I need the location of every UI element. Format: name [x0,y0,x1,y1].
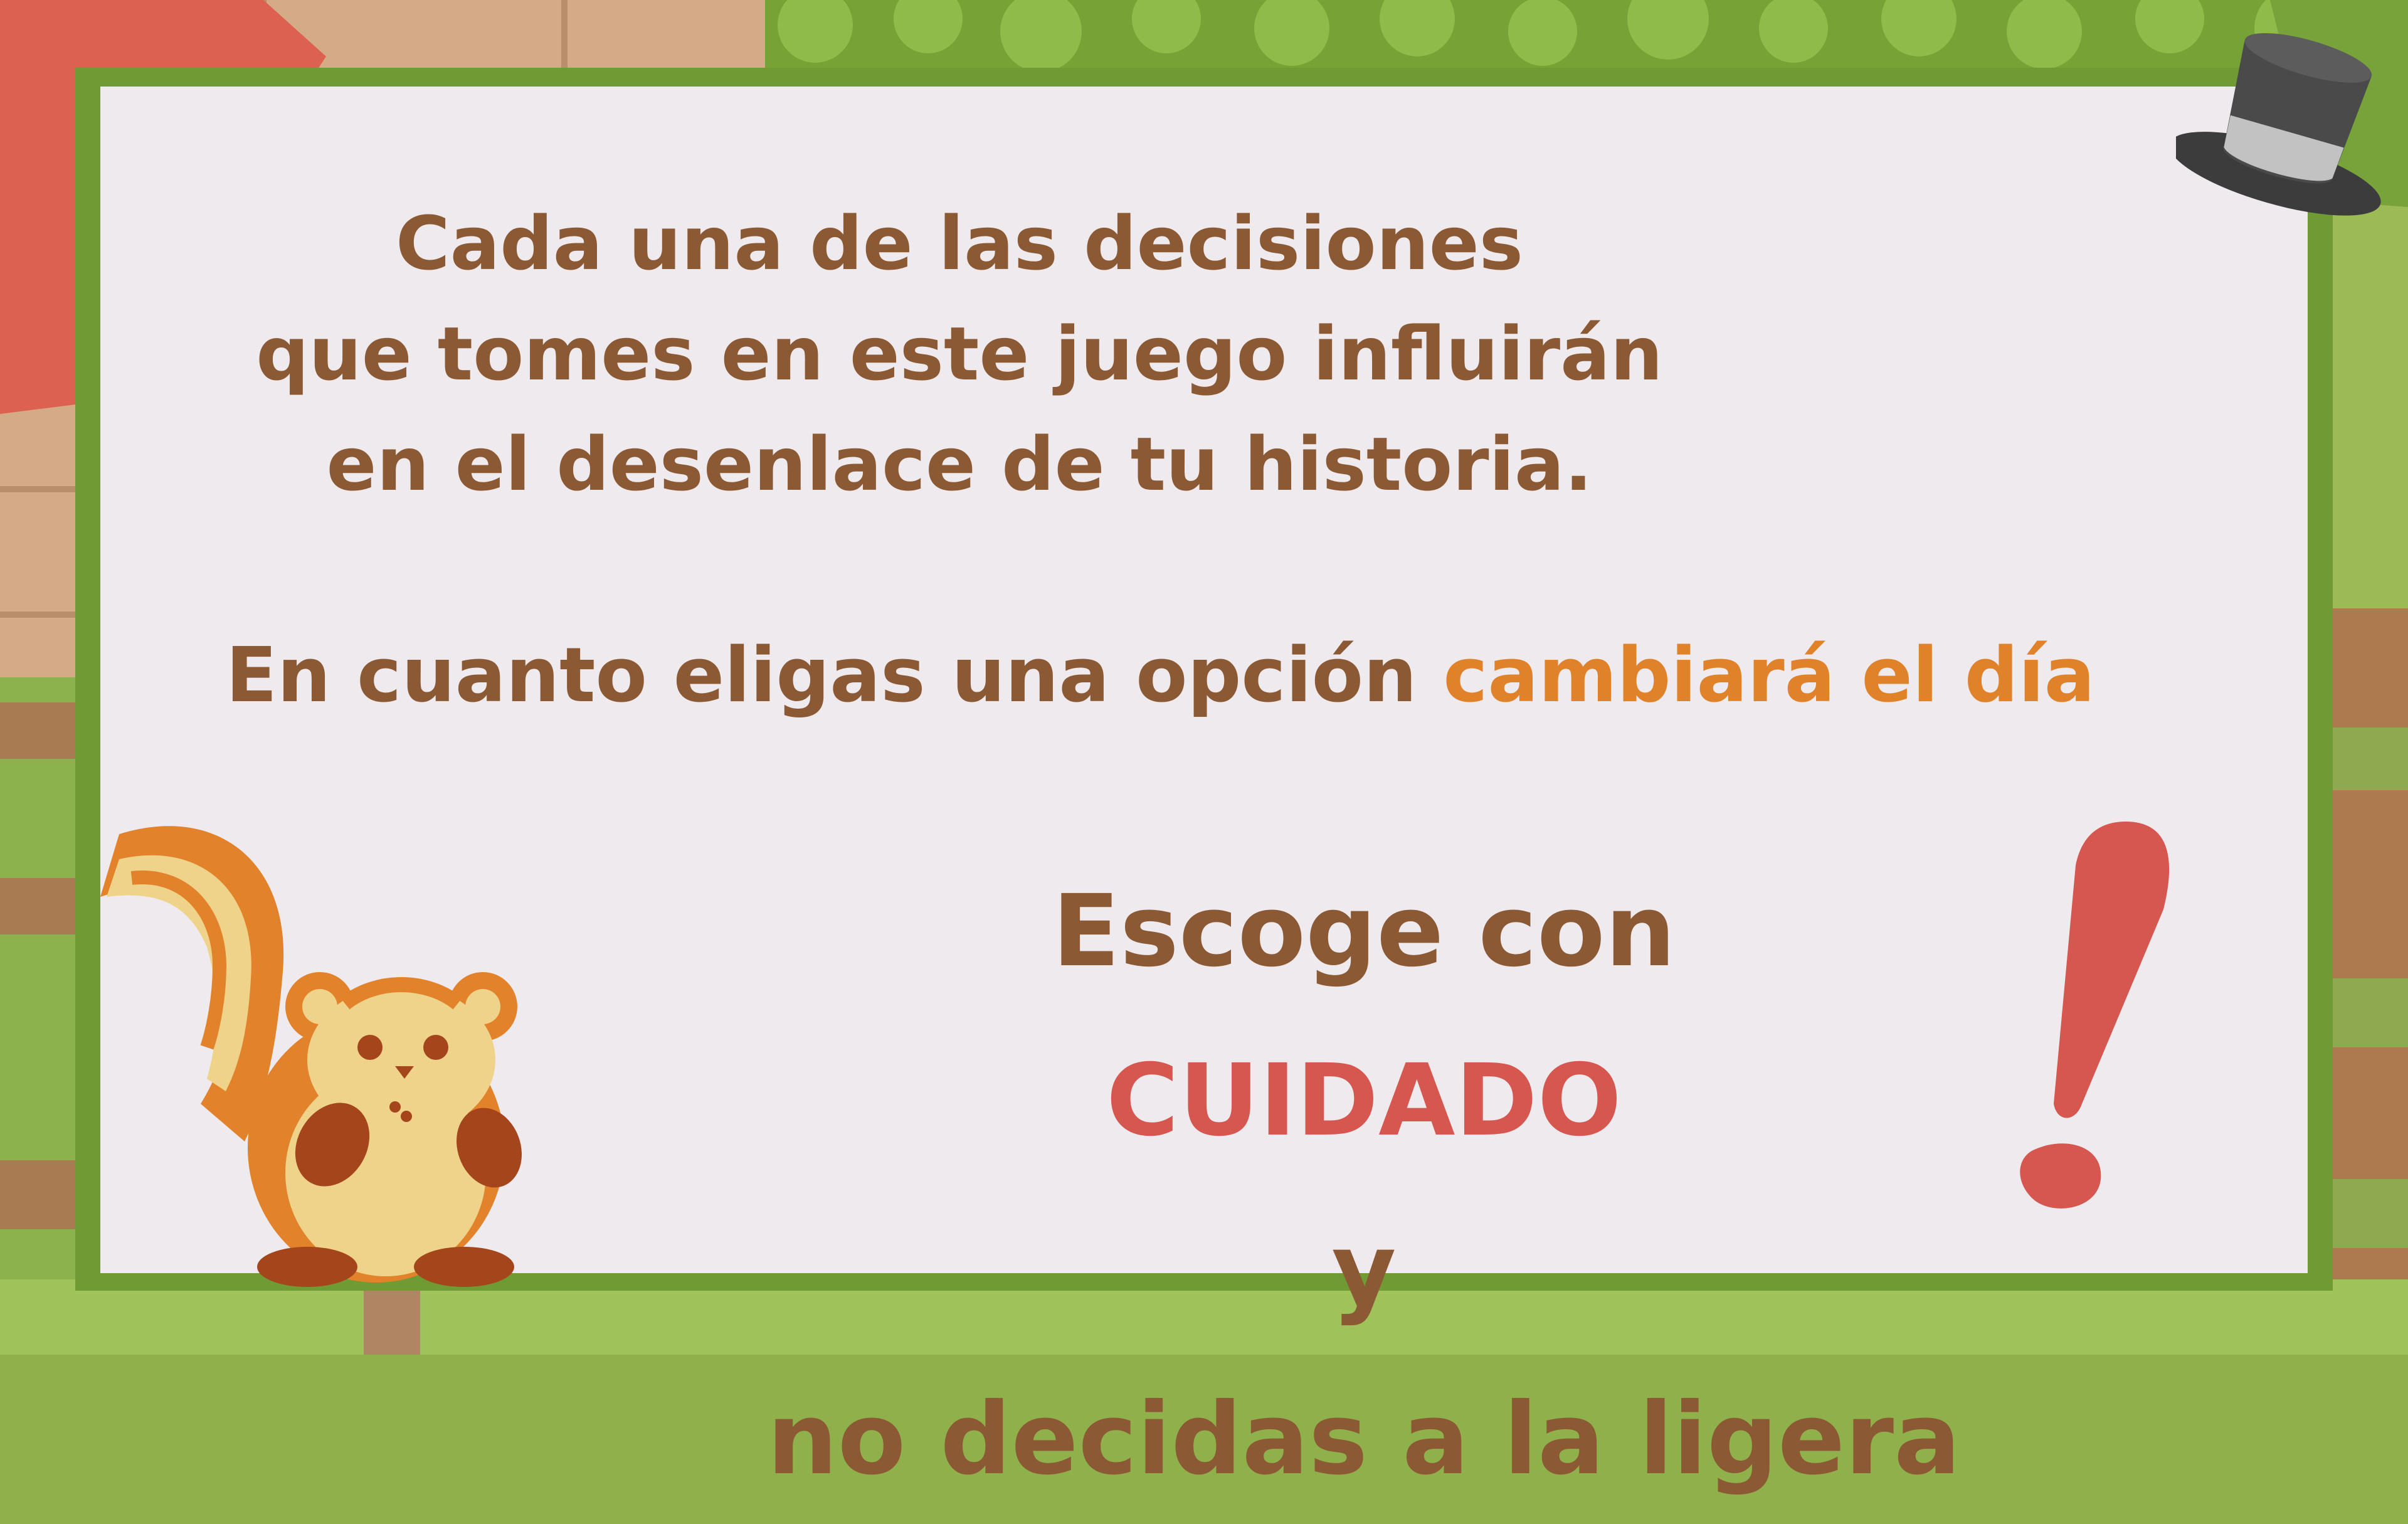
warning-highlight: CUIDADO [1106,1043,1622,1158]
top-hat-icon [2176,19,2402,226]
warning-line-1 [690,847,2038,1355]
warning-line-2: no decidas a la ligera [767,1382,1961,1497]
intro-line-1: Cada una de las decisiones [395,200,1523,287]
warning-text [690,847,2038,1524]
intro-line-3: en el desenlace de tu historia. [326,421,1593,507]
warning-line-1-prefix: Escoge con [1052,874,1676,989]
change-notice-highlight: cambiará el día [1443,632,2095,719]
change-notice-prefix: En cuanto eligas una opción [226,632,1444,719]
intro-text [163,188,1756,519]
exclamation-icon [1969,809,2182,1217]
squirrel-icon [94,790,546,1292]
intro-line-2: que tomes en este juego influirán [256,310,1663,397]
warning-line-1-suffix: y [1331,1212,1397,1328]
change-notice [226,632,2195,719]
